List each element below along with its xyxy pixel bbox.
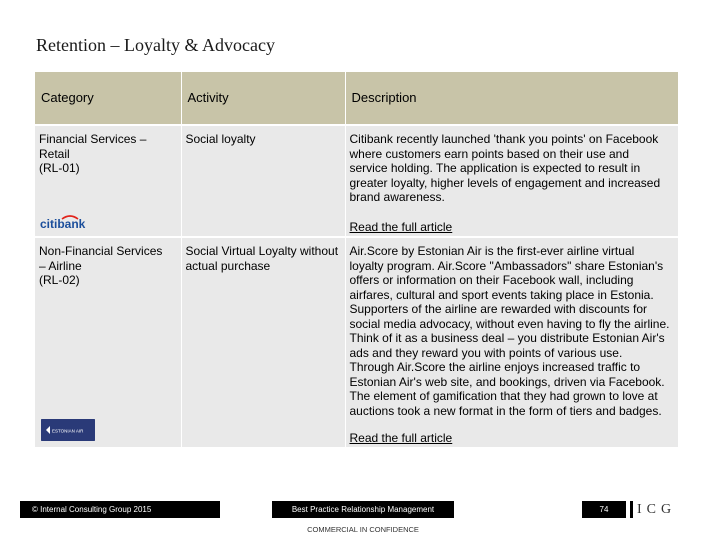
page-number: 74 (582, 501, 626, 518)
activity-cell (181, 125, 345, 237)
header-category-label: Category (41, 89, 94, 105)
header-description (345, 72, 678, 125)
header-description-label: Description (351, 89, 417, 105)
category-line: Financial Services – (39, 132, 147, 146)
category-line: Retail (39, 146, 70, 161)
footer-copyright: © Internal Consulting Group 2015 (20, 501, 220, 518)
category-line: (RL-02) (39, 273, 80, 287)
estonian-air-logo (41, 419, 95, 441)
confidential-label: COMMERCIAL IN CONFIDENCE (307, 525, 419, 534)
slide-title: Retention – Loyalty & Advocacy (36, 35, 275, 55)
category-cell (35, 125, 181, 237)
footer-title: Best Practice Relationship Management (272, 501, 454, 518)
read-full-article-link[interactable]: Read the full article (349, 219, 453, 234)
header-activity-label: Activity (187, 89, 229, 105)
estonian-air-logo-text: ESTONIAN AIR (52, 428, 84, 434)
description-text: Air.Score by Estonian Air is the first-ever airline virtual loyalty program. Air.Score "Ambassadors" share Estonian's offers or information on their Facebook wall, including airfares, cultural and sport events taking place in Estonia. Supporters of the airline are rewarded with discounts for social media advocacy, without even having to fly the airline. Think of it as a business deal – you distribute Estonian Air's ads and they reward you with points of various use. Through Air.Score the airline enjoys increased traffic to Estonian Air's web site, and bookings, driven via Facebook. The element of gamification that they had grown to love at auctions took a new format in the form of tiers and badges. (349, 244, 670, 418)
loyalty-table (35, 72, 678, 449)
citibank-logo (40, 214, 96, 230)
citibank-logo-text: citibank (40, 217, 86, 230)
header-activity (181, 72, 345, 125)
icg-logo: ICG (630, 501, 680, 518)
category-line: – Airline (39, 258, 82, 273)
description-cell (345, 237, 678, 448)
category-line: Non-Financial Services (39, 244, 163, 258)
category-line: (RL-01) (39, 161, 80, 175)
read-full-article-link[interactable]: Read the full article (349, 430, 453, 445)
description-text: Citibank recently launched 'thank you points' on Facebook where customers earn points based on their use and service holding. The application is expected to result in greater loyalty, higher levels of engagement and increased brand awareness. (349, 132, 661, 204)
activity-text: Social loyalty (185, 132, 256, 146)
activity-cell (181, 237, 345, 448)
activity-text: Social Virtual Loyalty without actual purchase (185, 244, 339, 273)
description-cell (345, 125, 678, 237)
table-row (35, 125, 678, 237)
category-cell (35, 237, 181, 448)
table-header-row (35, 72, 678, 125)
header-category (35, 72, 181, 125)
table-row (35, 237, 678, 448)
